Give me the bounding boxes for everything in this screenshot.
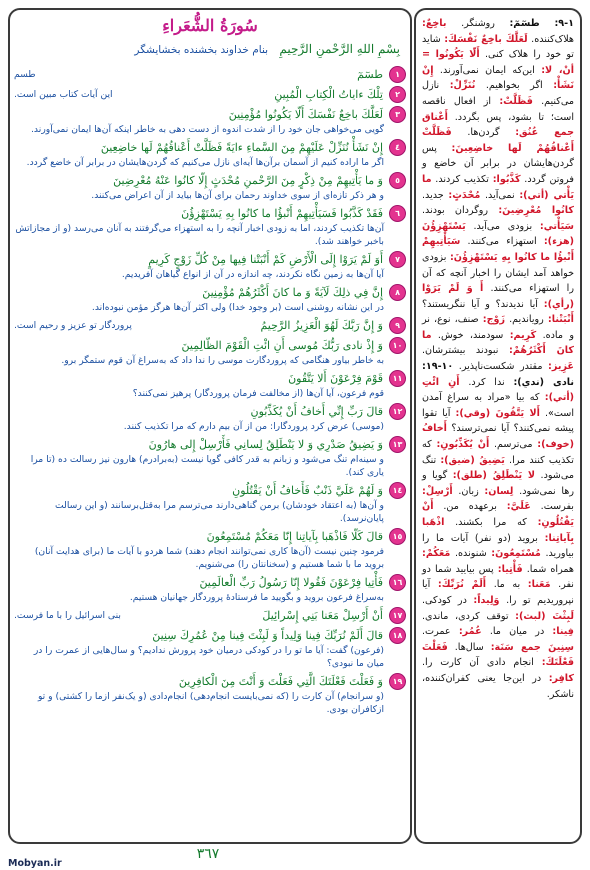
glossary-term: فِينا: [552, 626, 574, 638]
verse-arabic: لَعَلَّكَ باخِعٌ نَفْسَكَ أَلّا يَكُونُوا مُؤْمِنِينَ [228, 108, 383, 121]
glossary-term: يَسْتَهْزِؤُنَ (هزء): [422, 220, 574, 248]
glossary-definition: انجام دادی آن کارت را. [422, 657, 534, 669]
glossary-term: لَبِثْتَ (لبث): [515, 610, 574, 622]
glossary-term: أَخافُ (خوف): [422, 423, 574, 451]
verse-translation: در این نشانه روشنی است (بر وجود خدا) ولی اکثر آن‌ها هرگز مؤمن نبوده‌اند. [91, 302, 384, 313]
verse-item [14, 284, 406, 314]
verse-number-badge: ١٩ [389, 673, 406, 690]
glossary-term: عُمُر: [458, 626, 482, 638]
basmala-translation: بنام خداوند بخشنده بخشایشگر [134, 44, 269, 56]
glossary-term: ما يَأْتي (أتي): [422, 173, 574, 201]
glossary-term: مَعَكُمْ: [422, 548, 451, 560]
glossary-definition: که مرا بکشند. [455, 517, 527, 528]
glossary-definition: عمرت. [422, 626, 451, 638]
glossary-term: ما كانَ أَكْثَرُهُمْ: [422, 329, 574, 357]
glossary-definition: آیا ندیدند؟ و آیا ننگریستند؟ [422, 298, 538, 310]
glossary-definition: توقف کردی، ماندی. [422, 610, 509, 622]
verse-number-badge: ١٤ [389, 482, 406, 499]
verse-arabic: تِلْكَ ءاياتُ الْكِتابِ الْمُبِينِ [274, 88, 383, 101]
verse-number-badge: ٩ [389, 317, 406, 334]
glossary-term: وَلِيداً: [473, 594, 500, 606]
verse-list [14, 66, 406, 830]
verse-translation: اگر ما اراده کنیم از آسمان برآن‌ها آیه‌ای نازل می‌کنیم که گردن‌هایشان در برابر آن خاضع گردد. [26, 157, 384, 168]
glossary-term: باخِعٌ: [422, 18, 447, 29]
glossary-definition: مقتدر شکست‌ناپذیر. [458, 361, 543, 373]
glossary-definition: زبان. [458, 485, 479, 497]
verse-arabic: قَوْمَ فِرْعَوْنَ أَلا يَتَّقُونَ [288, 372, 383, 385]
quran-text-panel [8, 8, 412, 844]
verse-number-badge: ١٨ [389, 627, 406, 644]
glossary-term: أَنْ يَقْتُلُونِ: [422, 501, 574, 528]
glossary-definition: تکذیب کردند. [435, 173, 489, 185]
glossary-term: مُسْتَمِعُونَ: [491, 548, 541, 560]
glossary-definition: می‌ترسم. [494, 439, 533, 451]
glossary-term: لَعَلَّكَ باخِعٌ نَفْسَكَ: [444, 33, 528, 45]
verse-arabic: وَ لَهُمْ عَلَيَّ ذَنْبٌ فَأَخافُ أَنْ يَقْتُلُونِ [232, 484, 383, 497]
verse-translation: (فرعون) گفت: آیا ما تو را در کودکی درمیان خود پرورش ندادیم؟ و سال‌هایی از عمرت را در میان ما نبودی؟ [33, 645, 384, 669]
verse-item [14, 574, 406, 604]
verse-arabic: وَ إِذْ نادى رَبُّكَ مُوسى أَنِ ائْتِ الْقَوْمَ الظّالِمِينَ [181, 339, 383, 352]
glossary-definition: به ما. [493, 579, 521, 591]
basmala-arabic: بِسْمِ اللهِ الرَّحْمنِ الرَّحِيمِ [279, 42, 400, 56]
glossary-term: أَلَمْ نُرَبِّكَ: [437, 579, 487, 591]
verse-number-badge: ١٥ [389, 528, 406, 545]
verse-arabic: أَنْ أَرْسِلْ مَعَنا بَنِي إِسْرائِيلَ [262, 609, 383, 622]
glossary-term: لِسان: [484, 485, 514, 497]
glossary-definition: نازل می‌کنیم. [422, 80, 574, 107]
verse-number-badge: ٣ [389, 106, 406, 123]
glossary-definition: سودمند، خوش. [437, 329, 504, 341]
glossary-term: أَلا يَتَّقُونَ (وقي): [455, 407, 540, 419]
glossary-definition: هلاک‌کننده. [531, 33, 574, 45]
verse-translation: و هر ذکر تازه‌ای از سوی خداوند رحمان برای آن‌ها بیاید از آن اعراض می‌کنند. [91, 190, 384, 201]
glossary-definition: شنونده. [454, 548, 487, 560]
glossary-definition: پس گردن‌هایشان در برابر آن خاضع و فروتن گردد. [422, 142, 574, 185]
glossary-definition: بروید (دو نفر) آیات ما را بیاورید. [422, 532, 574, 560]
verse-number-badge: ٥ [389, 172, 406, 189]
verse-item [14, 106, 406, 136]
glossary-definition: ندا کرد. [468, 376, 505, 388]
glossary-definition: بزودی خواهد آمد ایشان را اخبار آنچه که آن را استهزاء می‌کنند. [422, 251, 574, 295]
glossary-term: مَعَنا: [527, 579, 551, 591]
glossary-definition: همراه شما. [526, 563, 574, 575]
verse-number-badge: ١٦ [389, 574, 406, 591]
surah-title: سُورَةُ الشُّعَراءِ [162, 16, 258, 35]
glossary-definition: جدید. [422, 189, 444, 201]
glossary-definition: بفرست. [540, 501, 574, 513]
verse-translation: و سینه‌ام تنگ می‌شود و زبانم به قدر کافی گویا نیست (به‌برادرم) هارون نیز رسالت ده (تا مرا یاری کند). [30, 454, 384, 478]
glossary-definition: روگردان بودند. [422, 205, 489, 217]
verse-arabic: قالَ أَلَمْ نُرَبِّكَ فِينا وَلِيداً وَ لَبِثْتَ فِينا مِنْ عُمُرِكَ سِنِينَ [152, 629, 383, 642]
glossary-term: لا يَنْطَلِقُ (طلق): [452, 470, 536, 482]
glossary-term: سِنِينَ جمع سَنَة: [490, 641, 574, 653]
glossary-definition: در این‌جا یعنی کفران‌کننده، ناشکر. [422, 672, 574, 700]
glossary-term: أَنْ يُكَذِّبُونِ: [436, 439, 490, 451]
verse-number-badge: ١٣ [389, 436, 406, 453]
verse-item [14, 139, 406, 169]
verse-translation: گویی می‌خواهی جان خود را از شدت اندوه از دست دهی به خاطر اینکه آن‌ها ایمان نمی‌آورند. [31, 124, 384, 135]
glossary-term: فَعَلْتَ فَعْلَتَكَ: [422, 641, 574, 669]
glossary-definition: در میان ما. [489, 626, 545, 638]
glossary-definition: از افعال ناقصه است؛ تا بشود، پس بگردد. [422, 95, 574, 123]
glossary-definition: گردن‌ها. [467, 127, 500, 139]
glossary-definition: رویاندیم. [509, 314, 544, 326]
verse-number-badge: ٨ [389, 284, 406, 301]
glossary-definition: روشنگر. [461, 18, 495, 29]
glossary-definition: بزودی می‌آید. [473, 220, 533, 232]
verse-item [14, 528, 406, 571]
verse-item [14, 403, 406, 433]
verse-item [14, 627, 406, 670]
glossary-term: مُحْدَثٍ: [448, 189, 481, 201]
glossary-term: يَضِيقُ (ضيق): [440, 454, 505, 466]
verse-number-badge: ١٧ [389, 607, 406, 624]
verse-item [14, 317, 406, 334]
glossary-term: كَذَّبُوا: [492, 173, 521, 185]
glossary-term: أَعْناق جمع عُنُق: [422, 111, 574, 139]
verse-arabic: طسٓمٓ [357, 68, 383, 81]
verse-translation: بنی اسرائیل را با ما فرست. [14, 610, 121, 621]
glossary-term: زَوْج: [482, 314, 506, 326]
glossary-term: نُنَزِّلْ: [449, 80, 476, 92]
glossary-text [422, 16, 574, 702]
glossary-definition: نمی‌آید. [484, 189, 515, 201]
verse-arabic: أَوَ لَمْ يَرَوْا إِلَى الْأَرْضِ كَمْ أَنْبَتْنا فِيها مِنْ كُلِّ زَوْجٍ كَرِيمٍ [148, 253, 383, 266]
glossary-term: أَنْبَتْنا: [547, 314, 574, 326]
verse-translation: (موسی) عرض کرد پروردگارا: من از آن بیم دارم که مرا تکذیب کنند. [123, 421, 384, 432]
glossary-term: ١٠-١٩: نادى (ندي): [422, 361, 574, 388]
verse-number-badge: ١١ [389, 370, 406, 387]
glossary-definition: شاید تو خود را هلاک کنی. [422, 33, 574, 61]
glossary-definition: که تکذیب کنند مرا. [422, 439, 574, 466]
glossary-definition: پس بیایید شما دو نفر. [422, 563, 574, 591]
glossary-definition: این‌که ایمان نمی‌آورند. [439, 64, 535, 76]
glossary-term: فَظَلَّتْ أَعْناقُهُمْ لَها خاضِعِينَ: [422, 127, 574, 154]
verse-number-badge: ١٠ [389, 337, 406, 354]
glossary-term: إِنْ نَشَأْ: [422, 64, 574, 92]
verse-item [14, 607, 406, 624]
verse-number-badge: ٢ [389, 86, 406, 103]
glossary-panel [414, 8, 582, 844]
glossary-definition: استهزاء می‌کنند. [467, 236, 537, 248]
verse-arabic: إِنَّ فِي ذلِكَ لَآيَةً وَ ما كانَ أَكْثَرُهُمْ مُؤْمِنِينَ [202, 286, 383, 299]
glossary-definition: برعهده من. [443, 501, 497, 513]
verse-arabic: وَ يَضِيقُ صَدْرِي وَ لا يَنْطَلِقُ لِسانِي فَأَرْسِلْ إِلى هارُونَ [148, 438, 383, 451]
glossary-term: أَرْسِلْ: [422, 485, 453, 497]
glossary-term: أَ وَ لَمْ يَرَوْا (رأي): [422, 283, 574, 310]
glossary-term: ١-٩: طسٓمٓ: [509, 18, 574, 29]
glossary-term: فَظَلَّتْ: [499, 95, 533, 107]
glossary-definition: اگر بخواهیم. [485, 80, 543, 92]
glossary-definition: سال‌ها. [454, 641, 484, 653]
verse-arabic: إِنْ نَشَأْ نُنَزِّلْ عَلَيْهِمْ مِنَ السَّماءِ ءايَةً فَظَلَّتْ أَعْناقُهُمْ لَها خاضِعِينَ [100, 141, 383, 154]
glossary-definition: تنگ می‌شود. [422, 454, 574, 482]
verse-item [14, 66, 406, 83]
verse-arabic: قالَ كَلّا فَاذْهَبا بِآياتِنا إِنّا مَعَكُمْ مُسْتَمِعُونَ [206, 530, 383, 543]
verse-arabic: فَقَدْ كَذَّبُوا فَسَيَأْتِيهِمْ أَنْبؤُا ما كانُوا بِهِ يَسْتَهْزِؤُنَ [181, 207, 383, 220]
glossary-term: اذْهَبا بِآياتِنا: [422, 517, 574, 544]
verse-translation: آن‌ها تکذیب کردند، اما به زودی اخبار آنچه را به استهزاء می‌گرفتند به آنان می‌رسد (و از مجازاتش باخبر خواهند شد). [15, 223, 384, 247]
verse-item [14, 86, 406, 103]
verse-number-badge: ١٢ [389, 403, 406, 420]
glossary-term: أَنِ ائْتِ (أتي): [422, 376, 574, 404]
verse-number-badge: ٦ [389, 205, 406, 222]
verse-item [14, 436, 406, 479]
verse-arabic: وَ ما يَأْتِيهِمْ مِنْ ذِكْرٍ مِنَ الرَّحْمنِ مُحْدَثٍ إِلّا كانُوا عَنْهُ مُعْرِضِينَ [113, 174, 383, 187]
glossary-definition: نبودند بیشترشان. [422, 345, 499, 357]
glossary-definition: گویا و رها نمی‌شود. [422, 470, 574, 497]
glossary-definition: آیا نپروریدیم تو را. [422, 579, 574, 606]
verse-item [14, 172, 406, 202]
glossary-term: سَيَأْتي: [539, 220, 574, 232]
verse-item [14, 251, 406, 281]
glossary-definition: در کودکی. [422, 594, 467, 606]
verse-number-badge: ٤ [389, 139, 406, 156]
verse-translation: به خاطر بیاور هنگامی که پروردگارت موسی را ندا داد که به‌سراغ آن قوم ستمگر برو. [61, 355, 384, 366]
glossary-term: عَزِيز: [548, 361, 574, 373]
verse-arabic: فَأْتِيا فِرْعَوْنَ فَقُولا إِنّا رَسُولُ رَبِّ الْعالَمِينَ [199, 576, 383, 589]
basmala-row [20, 42, 400, 56]
verse-arabic: وَ إِنَّ رَبَّكَ لَهُوَ الْعَزِيزُ الرَّحِيمُ [260, 319, 383, 332]
verse-translation: این آیات کتاب مبین است. [14, 89, 113, 100]
verse-translation: به‌سراغ فرعون بروید و بگویید ما فرستادهٔ پروردگار جهانیان هستیم. [129, 592, 384, 603]
verse-translation: قوم فرعون، آیا آن‌ها (از مخالفت فرمان پروردگار) پرهیز نمی‌کنند؟ [132, 388, 384, 399]
glossary-term: كافِر: [548, 672, 574, 684]
site-watermark: Mobyan.ir [8, 858, 62, 869]
verse-number-badge: ١ [389, 66, 406, 83]
verse-number-badge: ٧ [389, 251, 406, 268]
verse-arabic: قالَ رَبِّ إِنِّي أَخافُ أَنْ يُكَذِّبُونِ [250, 405, 383, 418]
glossary-definition: آیا تقوا پیشه نمی‌کنند؟ آیا نمی‌ترسند؟ [422, 407, 574, 435]
glossary-term: كَرِيم: [509, 329, 537, 341]
glossary-term: فَأْتِيا: [497, 563, 523, 575]
glossary-definition: صنف، نوع، نر و ماده. [422, 314, 574, 341]
verse-arabic: وَ فَعَلْتَ فَعْلَتَكَ الَّتِي فَعَلْتَ وَ أَنْتَ مِنَ الْكافِرِينَ [178, 675, 383, 688]
glossary-term: أَلّا يَكُونُوا = أنْ، لا: [422, 49, 574, 76]
glossary-term: سَيَأْتِيهِمْ أَنْبؤُا ما كانُوا بِهِ يَسْتَهْزِؤُنَ: [422, 236, 574, 263]
verse-item [14, 370, 406, 400]
verse-item [14, 205, 406, 248]
verse-item [14, 337, 406, 367]
verse-translation: آیا آن‌ها به زمین نگاه نکردند، چه اندازه در آن از انواع گیاهان آفریدیم. [121, 269, 384, 280]
glossary-term: عَلَيَّ: [506, 501, 531, 513]
verse-translation: پروردگار تو عزیز و رحیم است. [14, 320, 132, 331]
verse-translation: فرمود چنین نیست (آن‌ها کاری نمی‌توانند انجام دهند) شما هردو با آیات ما (برای هدایت آنان) بروید ما با شما هستیم و (سخنانتان را) می‌شنویم. [34, 546, 384, 570]
verse-item [14, 482, 406, 525]
glossary-definition: که بیا «مراد به سراغ آمدن است». [422, 392, 574, 419]
glossary-term: كانُوا مُعْرِضِينَ: [498, 205, 574, 217]
verse-translation: طسم [14, 69, 36, 80]
page-number: ٣٦٧ [196, 846, 220, 862]
verse-translation: (و سرانجام) آن کارت را (که نمی‌بایست انجام‌دهی) انجام‌دادی (و یک‌نفر ازما را کشتی) و تو ازکافران بودی. [37, 691, 384, 715]
verse-item [14, 673, 406, 716]
verse-translation: و آن‌ها (به اعتقاد خودشان) برمن گناهی‌دارند می‌ترسم مرا به‌قتل‌برسانند (و این رسالت پایان‌نرسد). [55, 500, 384, 524]
